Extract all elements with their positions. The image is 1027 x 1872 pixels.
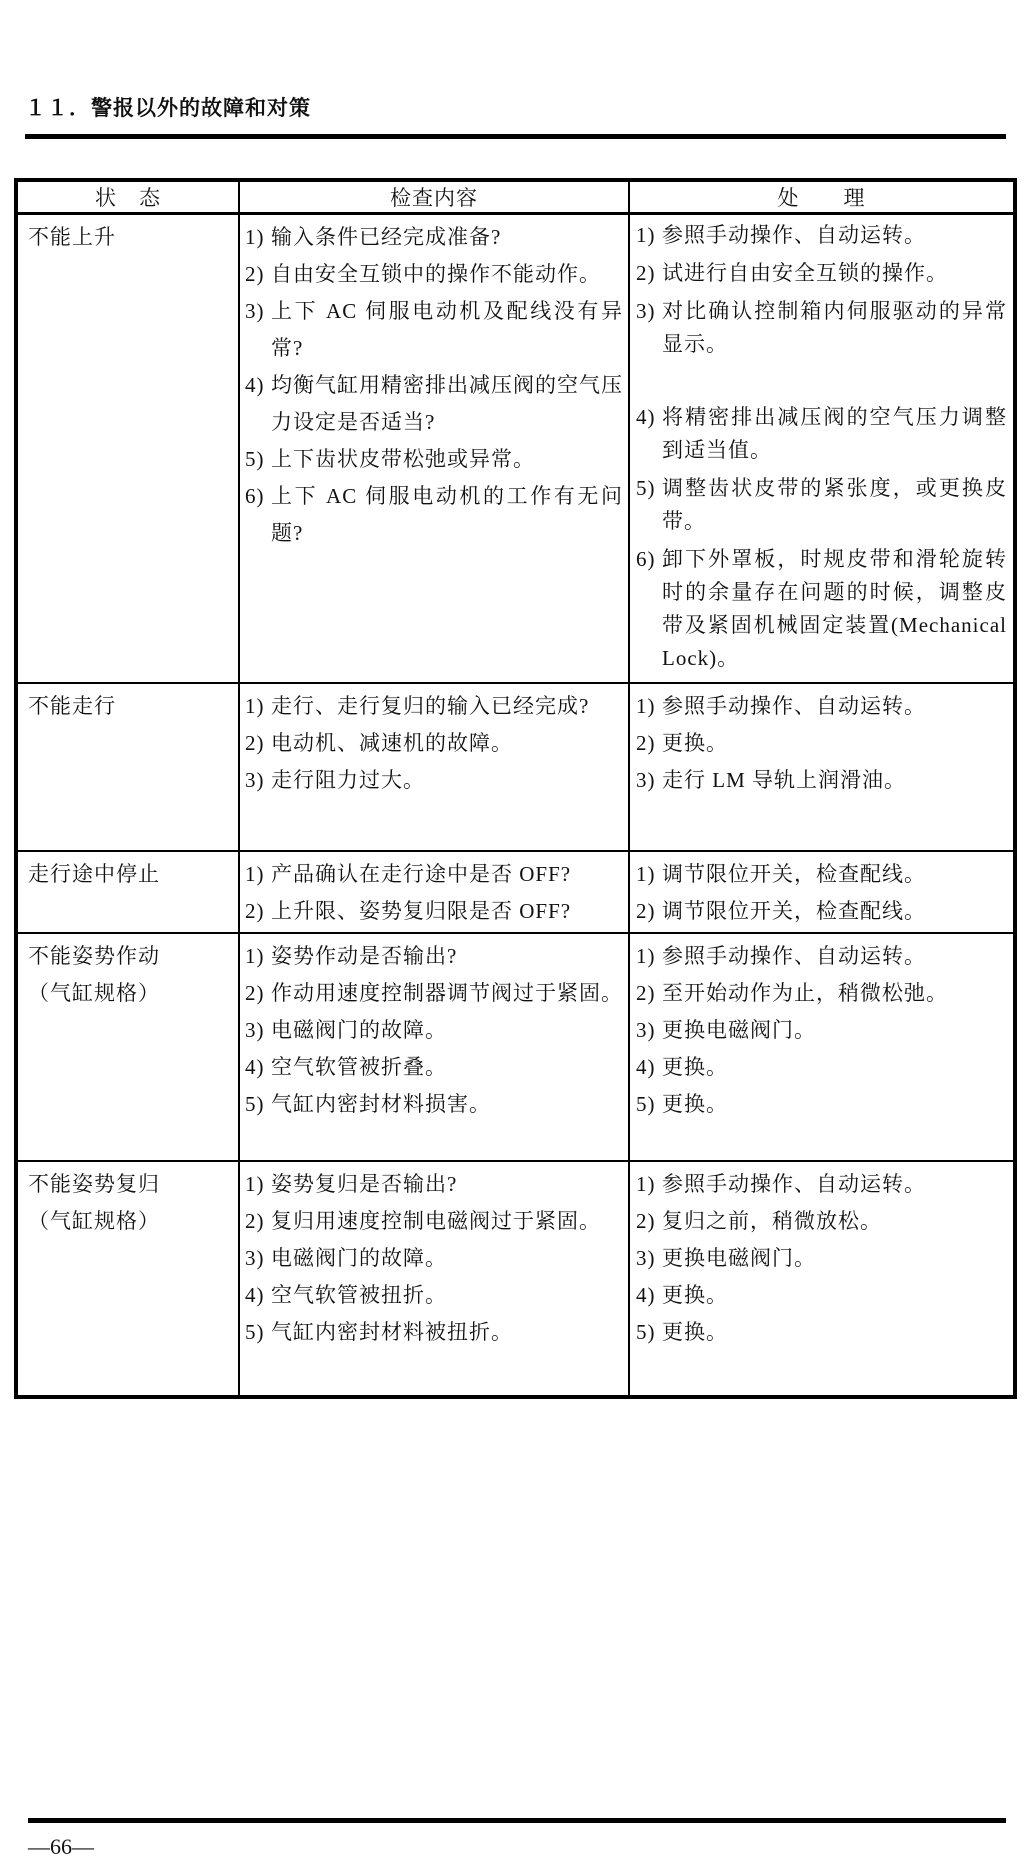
treatment-item <box>636 472 1007 538</box>
item-text: 试进行自由安全互锁的操作。 <box>662 261 948 285</box>
item-text: 更换。 <box>662 1055 728 1079</box>
item-text: 更换电磁阀门。 <box>662 1246 816 1270</box>
item-text: 电磁阀门的故障。 <box>271 1246 447 1270</box>
status-cell <box>16 933 239 1161</box>
fault-row <box>16 683 1015 851</box>
table-header-row <box>16 180 1015 214</box>
status-line: （气缸规格） <box>28 1209 160 1233</box>
item-text: 至开始动作为止，稍微松弛。 <box>662 981 948 1005</box>
fault-row <box>16 851 1015 933</box>
treatment-item <box>636 543 1007 675</box>
treatment-item <box>636 1203 1007 1240</box>
treatment-cell <box>629 933 1015 1161</box>
check-item <box>245 856 623 893</box>
check-item <box>245 1049 623 1086</box>
check-item <box>245 1240 623 1277</box>
column-header-treatment: 处 理 <box>629 180 1015 214</box>
fault-row <box>16 1161 1015 1397</box>
item-text: 走行、走行复归的输入已经完成? <box>271 694 590 718</box>
item-text: 更换。 <box>662 1320 728 1344</box>
item-number: 1) <box>245 1172 265 1196</box>
treatment-item <box>636 295 1007 361</box>
check-item <box>245 1203 623 1240</box>
table-header <box>16 180 1015 214</box>
check-cell <box>239 214 629 684</box>
treatment-item <box>636 688 1007 725</box>
item-number: 2) <box>245 262 265 286</box>
status-cell <box>16 851 239 933</box>
check-item <box>245 293 623 367</box>
check-item <box>245 725 623 762</box>
item-text: 电磁阀门的故障。 <box>271 1018 447 1042</box>
item-text: 产品确认在走行途中是否 OFF? <box>271 862 572 886</box>
item-text: 复归用速度控制电磁阀过于紧固。 <box>271 1209 601 1233</box>
item-text: 调节限位开关，检查配线。 <box>662 862 926 886</box>
item-number: 4) <box>245 1283 265 1307</box>
item-number: 2) <box>636 899 656 923</box>
item-number: 5) <box>245 447 265 471</box>
troubleshooting-table <box>14 178 1017 1399</box>
item-text: 参照手动操作、自动运转。 <box>662 944 926 968</box>
check-cell <box>239 683 629 851</box>
item-text: 更换。 <box>662 731 728 755</box>
check-item <box>245 975 623 1012</box>
item-number: 6) <box>636 547 656 571</box>
item-number: 5) <box>636 1092 656 1116</box>
check-item <box>245 478 623 552</box>
item-text: 输入条件已经完成准备? <box>271 225 502 249</box>
item-text: 姿势复归是否输出? <box>271 1172 458 1196</box>
treatment-item <box>636 1086 1007 1123</box>
treatment-item <box>636 1240 1007 1277</box>
item-number: 6) <box>245 484 265 508</box>
section-title: １１．警报以外的故障和对策 <box>25 96 311 120</box>
item-number: 3) <box>245 1246 265 1270</box>
check-cell <box>239 1161 629 1397</box>
item-text: 调整齿状皮带的紧张度，或更换皮带。 <box>662 476 1007 533</box>
treatment-item <box>636 219 1007 252</box>
item-number: 5) <box>636 1320 656 1344</box>
item-text: 对比确认控制箱内伺服驱动的异常显示。 <box>662 299 1007 356</box>
status-cell <box>16 1161 239 1397</box>
item-number: 5) <box>245 1092 265 1116</box>
treatment-item <box>636 725 1007 762</box>
check-item <box>245 762 623 799</box>
item-text: 参照手动操作、自动运转。 <box>662 694 926 718</box>
item-number: 3) <box>636 1246 656 1270</box>
item-text: 走行 LM 导轨上润滑油。 <box>662 768 906 792</box>
treatment-item <box>636 762 1007 799</box>
treatment-item <box>636 1166 1007 1203</box>
check-item <box>245 893 623 930</box>
check-item <box>245 1277 623 1314</box>
item-number: 1) <box>245 862 265 886</box>
column-header-status: 状 态 <box>16 180 239 214</box>
treatment-item <box>636 856 1007 893</box>
item-number: 4) <box>636 1283 656 1307</box>
item-text: 卸下外罩板，时规皮带和滑轮旋转时的余量存在问题的时候，调整皮带及紧固机械固定装置(Mechanical Lock)。 <box>662 547 1007 670</box>
item-text: 走行阻力过大。 <box>271 768 425 792</box>
item-number: 1) <box>636 1172 656 1196</box>
item-text: 更换。 <box>662 1283 728 1307</box>
item-text: 空气软管被扭折。 <box>271 1283 447 1307</box>
treatment-cell <box>629 214 1015 684</box>
item-number: 5) <box>636 476 656 500</box>
item-number: 3) <box>245 299 265 323</box>
item-text: 均衡气缸用精密排出减压阀的空气压力设定是否适当? <box>271 373 623 434</box>
check-item <box>245 1314 623 1351</box>
treatment-item <box>636 938 1007 975</box>
item-number: 5) <box>245 1320 265 1344</box>
item-text: 复归之前，稍微放松。 <box>662 1209 882 1233</box>
item-number: 1) <box>636 862 656 886</box>
item-text: 空气软管被折叠。 <box>271 1055 447 1079</box>
item-number: 1) <box>245 944 265 968</box>
status-line: （气缸规格） <box>28 981 160 1005</box>
item-text: 上升限、姿势复归限是否 OFF? <box>271 899 572 923</box>
check-item <box>245 1012 623 1049</box>
item-number: 1) <box>245 694 265 718</box>
item-text: 调节限位开关，检查配线。 <box>662 899 926 923</box>
item-text: 自由安全互锁中的操作不能动作。 <box>271 262 601 286</box>
item-number: 1) <box>636 223 656 247</box>
item-number: 3) <box>245 768 265 792</box>
column-header-check: 检查内容 <box>239 180 629 214</box>
item-text: 上下 AC 伺服电动机及配线没有异常? <box>271 299 623 360</box>
item-number: 2) <box>636 981 656 1005</box>
item-number: 4) <box>636 1055 656 1079</box>
treatment-item <box>636 975 1007 1012</box>
treatment-item <box>636 1049 1007 1086</box>
table-body <box>16 214 1015 1398</box>
item-text: 参照手动操作、自动运转。 <box>662 223 926 247</box>
item-number: 2) <box>245 899 265 923</box>
item-text: 参照手动操作、自动运转。 <box>662 1172 926 1196</box>
item-number: 2) <box>245 1209 265 1233</box>
item-number: 3) <box>636 299 656 323</box>
item-number: 2) <box>245 731 265 755</box>
item-text: 上下齿状皮带松弛或异常。 <box>271 447 535 471</box>
header-rule <box>25 134 1006 139</box>
check-item <box>245 256 623 293</box>
footer-rule <box>28 1818 1006 1823</box>
item-number: 2) <box>636 1209 656 1233</box>
check-cell <box>239 851 629 933</box>
treatment-cell <box>629 1161 1015 1397</box>
status-cell <box>16 683 239 851</box>
treatment-item <box>636 1314 1007 1351</box>
item-text: 更换。 <box>662 1092 728 1116</box>
check-item <box>245 1166 623 1203</box>
item-number: 4) <box>636 405 656 429</box>
item-number: 3) <box>636 768 656 792</box>
item-text: 姿势作动是否输出? <box>271 944 458 968</box>
item-text: 将精密排出减压阀的空气压力调整到适当值。 <box>662 405 1007 462</box>
treatment-item <box>636 257 1007 290</box>
status-cell <box>16 214 239 684</box>
item-number: 1) <box>245 225 265 249</box>
item-text: 气缸内密封材料损害。 <box>271 1092 491 1116</box>
treatment-item <box>636 1277 1007 1314</box>
treatment-cell <box>629 851 1015 933</box>
item-text: 上下 AC 伺服电动机的工作有无问题? <box>271 484 623 545</box>
item-text: 气缸内密封材料被扭折。 <box>271 1320 513 1344</box>
fault-row <box>16 214 1015 684</box>
fault-row <box>16 933 1015 1161</box>
check-item <box>245 1086 623 1123</box>
check-item <box>245 938 623 975</box>
status-line: 走行途中停止 <box>28 862 160 886</box>
treatment-item <box>636 893 1007 930</box>
check-item <box>245 441 623 478</box>
item-number: 2) <box>636 261 656 285</box>
item-text: 作动用速度控制器调节阀过于紧固。 <box>271 981 623 1005</box>
item-text: 更换电磁阀门。 <box>662 1018 816 1042</box>
status-line: 不能姿势复归 <box>28 1172 160 1196</box>
check-item <box>245 688 623 725</box>
item-number: 4) <box>245 1055 265 1079</box>
item-number: 3) <box>245 1018 265 1042</box>
check-item <box>245 367 623 441</box>
treatment-item <box>636 401 1007 467</box>
check-cell <box>239 933 629 1161</box>
item-number: 1) <box>636 944 656 968</box>
status-line: 不能走行 <box>28 694 116 718</box>
treatment-cell <box>629 683 1015 851</box>
item-number: 4) <box>245 373 265 397</box>
status-line: 不能姿势作动 <box>28 944 160 968</box>
item-number: 3) <box>636 1018 656 1042</box>
treatment-item <box>636 1012 1007 1049</box>
status-line: 不能上升 <box>28 225 116 249</box>
item-number: 1) <box>636 694 656 718</box>
page-number: —66— <box>28 1834 94 1859</box>
item-number: 2) <box>636 731 656 755</box>
check-item <box>245 219 623 256</box>
item-number: 2) <box>245 981 265 1005</box>
item-text: 电动机、减速机的故障。 <box>271 731 513 755</box>
